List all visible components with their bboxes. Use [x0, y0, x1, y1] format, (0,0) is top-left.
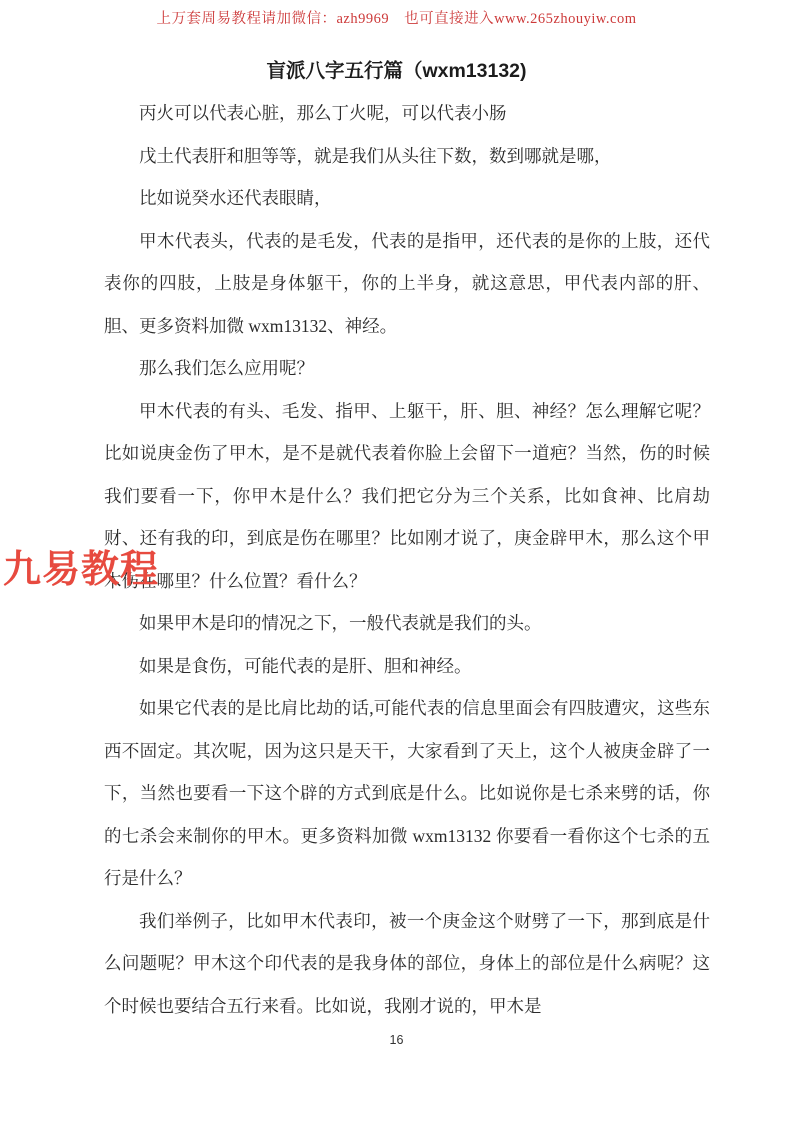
paragraph: 那么我们怎么应用呢？ [139, 358, 314, 378]
paragraph: 如果是食伤，可能代表的是肝、胆和神经。 [139, 655, 472, 676]
paragraph: 如果它代表的是比肩比劫的话,可能代表的信息里面会有四肢遭灾，这些东西不固定。其次呢，因为这只是天干，大家看到了天上，这个人被庚金辟了一下，当然也要看一下这个辟的方式到底是什么。比如说你是七杀来劈的话，你的七杀会来制你的甲木。更多资料加微 wxm13132 你要看一看你这个七杀的五行是什么？ [104, 698, 710, 888]
red-watermark: 九易教程 [3, 549, 160, 591]
paragraph: 丙火可以代表心脏，那么丁火呢，可以代表小肠 [139, 103, 507, 123]
document-body [104, 92, 710, 1027]
page-number: 16 [389, 1033, 404, 1047]
paragraph: 甲木代表的有头、毛发、指甲、上躯干，肝、胆、神经？怎么理解它呢？比如说庚金伤了甲木，是不是就代表着你脸上会留下一道疤？当然，伤的时候我们要看一下，你甲木是什么？我们把它分为三个关系，比如食神、比肩劫财、还有我的印，到底是伤在哪里？比如刚才说了，庚金辟甲木，那么这个甲木伤在哪里？什么位置？看什么？ [104, 400, 710, 591]
paragraph: 甲木代表头，代表的是毛发，代表的是指甲，还代表的是你的上肢，还代表你的四肢，上肢是身体躯干，你的上半身，就这意思，甲代表内部的肝、胆、更多资料加微 wxm13132、神经。 [104, 230, 710, 336]
paragraph: 比如说癸水还代表眼睛， [139, 188, 332, 208]
paragraph: 戊土代表肝和胆等等，就是我们从头往下数，数到哪就是哪， [139, 145, 612, 166]
paragraph: 如果甲木是印的情况之下，一般代表就是我们的头。 [139, 613, 542, 633]
paragraph: 我们举例子，比如甲木代表印，被一个庚金这个财劈了一下，那到底是什么问题呢？甲木这个印代表的是我身体的部位，身体上的部位是什么病呢？这个时候也要结合五行来看。比如说，我刚才说的，甲木是 [104, 910, 710, 1016]
promo-header-text: 上万套周易教程请加微信：azh9969 也可直接进入www.265zhouyiw.com [156, 11, 637, 27]
page-title: 盲派八字五行篇（wxm13132) [266, 60, 527, 82]
